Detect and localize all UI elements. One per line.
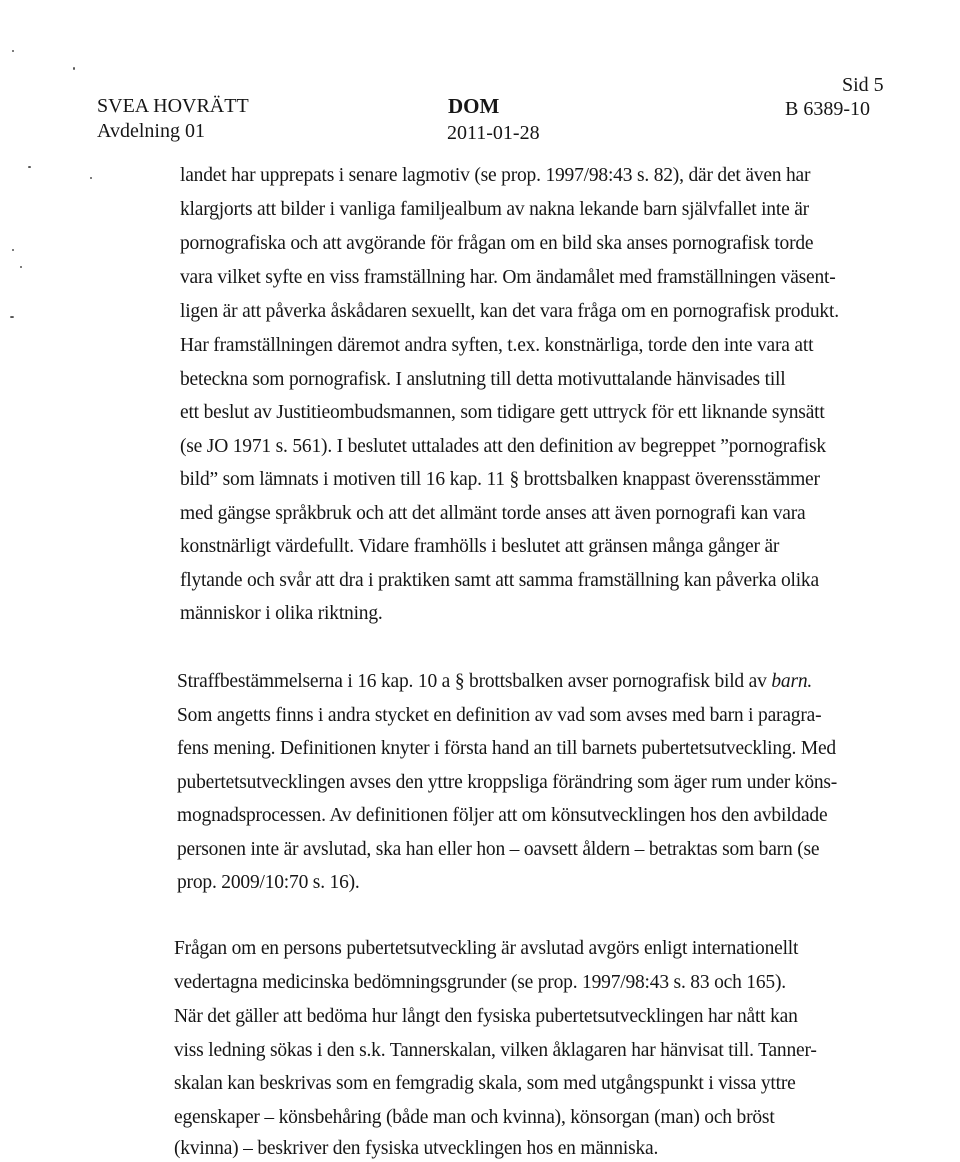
text-line: vedertagna medicinska bedömningsgrunder (se prop. 1997/98:43 s. 83 och 165). <box>174 972 786 993</box>
text-line: viss ledning sökas i den s.k. Tannerskalan, vilken åklagaren har hänvisat till. Tanner- <box>174 1040 817 1061</box>
scan-speck <box>73 67 75 70</box>
text-line: människor i olika riktning. <box>180 603 383 624</box>
scan-speck <box>28 166 31 168</box>
text-line: med gängse språkbruk och att det allmänt torde anses att även pornografi kan vara <box>180 503 806 524</box>
text-line: ett beslut av Justitieombudsmannen, som tidigare gett uttryck för ett liknande synsätt <box>180 402 825 423</box>
text-line: pornografiska och att avgörande för frågan om en bild ska anses pornografisk torde <box>180 233 814 254</box>
text-line: mognadsprocessen. Av definitionen följer att om könsutvecklingen hos den avbildade <box>177 805 828 826</box>
text-line: landet har upprepats i senare lagmotiv (se prop. 1997/98:43 s. 82), där det även har <box>180 165 811 186</box>
scan-speck <box>12 249 14 251</box>
page-number: Sid 5 <box>842 74 884 96</box>
document-date: 2011-01-28 <box>447 122 540 144</box>
document-type: DOM <box>448 94 500 118</box>
text-line: När det gäller att bedöma hur långt den fysiska pubertetsutvecklingen har nått kan <box>174 1006 798 1027</box>
text-line: klargjorts att bilder i vanliga familjealbum av nakna lekande barn självfallet inte är <box>180 199 809 220</box>
scan-speck <box>12 50 14 52</box>
scan-speck <box>20 266 22 268</box>
text-line: ligen är att påverka åskådaren sexuellt, kan det vara fråga om en pornografisk produkt. <box>180 301 839 322</box>
department: Avdelning 01 <box>97 120 205 142</box>
text-line: fens mening. Definitionen knyter i första hand an till barnets pubertetsutveckling. Med <box>177 738 836 759</box>
text-line: bild” som lämnats i motiven till 16 kap. 11 § brottsbalken knappast överensstämmer <box>180 469 820 490</box>
text-line: Frågan om en persons pubertetsutveckling är avslutad avgörs enligt internationellt <box>174 938 799 959</box>
text-line: Har framställningen däremot andra syften, t.ex. konstnärliga, torde den inte vara att <box>180 335 814 356</box>
emphasis-text: barn. <box>771 671 813 692</box>
text-line: egenskaper – könsbehåring (både man och kvinna), könsorgan (man) och bröst <box>174 1107 775 1128</box>
text-line: flytande och svår att dra i praktiken samt att samma framställning kan påverka olika <box>180 570 819 591</box>
text-line: pubertetsutvecklingen avses den yttre kroppsliga förändring som äger rum under köns- <box>177 772 838 793</box>
text-line: personen inte är avslutad, ska han eller hon – oavsett åldern – betraktas som barn (se <box>177 839 820 860</box>
text-span: Straffbestämmelserna i 16 kap. 10 a § brottsbalken avser pornografisk bild av <box>177 671 772 692</box>
text-line: vara vilket syfte en viss framställning har. Om ändamålet med framställningen väsent- <box>180 267 836 288</box>
court-name: SVEA HOVRÄTT <box>97 95 249 117</box>
scan-speck <box>90 177 92 179</box>
case-number: B 6389-10 <box>785 98 870 120</box>
text-line: prop. 2009/10:70 s. 16). <box>177 872 360 893</box>
scan-speck <box>10 316 14 318</box>
text-line: skalan kan beskrivas som en femgradig skala, som med utgångspunkt i vissa yttre <box>174 1073 796 1094</box>
text-line: (se JO 1971 s. 561). I beslutet uttalades att den definition av begreppet ”pornografisk <box>180 436 826 457</box>
text-line: beteckna som pornografisk. I anslutning till detta motivuttalande hänvisades till <box>180 369 786 390</box>
text-line <box>177 670 812 694</box>
text-line: Som angetts finns i andra stycket en definition av vad som avses med barn i paragra- <box>177 705 822 726</box>
text-line: (kvinna) – beskriver den fysiska utvecklingen hos en människa. <box>174 1138 659 1159</box>
text-line: konstnärligt värdefullt. Vidare framhölls i beslutet att gränsen många gånger är <box>180 536 780 557</box>
